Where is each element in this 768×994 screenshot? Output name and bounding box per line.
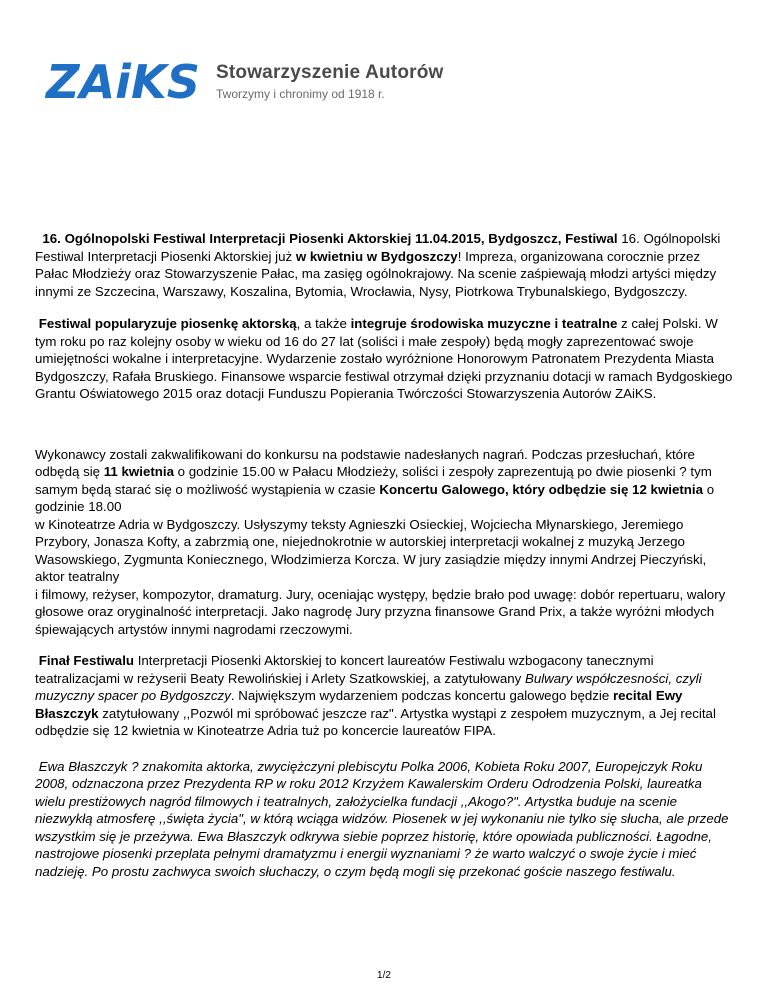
header: [44, 56, 744, 106]
text: w Kinoteatrze Adria w Bydgoszczy. Usłyszymy teksty Agnieszki Osieckiej, Wojciecha Młynarskiego, Jeremiego Przybory, Jonasza Kofty, a zabrzmią one, niejednokrotnie w autorskiej interpretacji wokalnej z muzyką Jerzego Wasowskiego, Zygmunta Koniecznego, Włodzimierza Korcza. W jury zasiądzie między innymi Andrzej Pieczyński, aktor teatralny: [35, 516, 707, 584]
bold-text: Koncertu Galowego, który odbędzie się 12 kwietnia: [379, 481, 704, 497]
brand-subtitle: Tworzymy i chronimy od 1918 r.: [216, 87, 385, 101]
paragraph-finale: [35, 652, 735, 740]
bold-text: w kwietniu w Bydgoszczy: [295, 248, 458, 264]
paragraph-performers: [35, 446, 735, 639]
italic-text: Bulwary współczesności, czyli muzyczny spacer po Bydgoszczy: [35, 670, 702, 703]
text: Wykonawcy zostali zakwalifikowani do konkursu na podstawie nadesłanych nagrań. Podczas przesłuchań, które odbędą się: [35, 446, 695, 479]
bold-text: Finał Festiwalu: [38, 653, 135, 668]
paragraph-festival: [35, 315, 735, 403]
zaiks-logo[interactable]: [44, 56, 204, 104]
text: Interpretacji Piosenki Aktorskiej to koncert laureatów Festiwalu wzbogacony tanecznymi teatralizacjami w reżyserii Beaty Rewolińskiej i Arlety Szatkowskiej, a zatytułowany: [35, 653, 654, 686]
bold-text: Festiwal popularyzuje piosenkę aktorską: [38, 316, 297, 331]
text: o godzinie 18.00: [35, 481, 715, 514]
text: , a także: [296, 316, 351, 331]
text: o godzinie 15.00 w Pałacu Młodzieży, soliści i zespoły zaprezentują po dwie piosenki ? tym samym będą starać się o możliwość wystąpienia w czasie: [35, 464, 712, 497]
logo-text: ZAiKS: [44, 56, 200, 104]
text: i filmowy, reżyser, kompozytor, dramaturg. Jury, oceniając występy, będzie brało pod uwagę: dobór repertuaru, walory głosowe oraz oryginalność interpretacji. Jako nagrodę Jury przyzna finansowe Grand Prix, a także wyróżni młodych śpiewających artystów innymi nagrodami rzeczowymi.: [35, 586, 726, 637]
italic-text: Ewa Błaszczyk ? znakomita aktorka, zwyciężczyni plebiscytu Polka 2006, Kobieta Roku 2007, Europejczyk Roku 2008, odznaczona przez Prezydenta RP w roku 2012 Krzyżem Kawalerskim Orderu Odrodzenia Polski, laureatka wielu prestiżowych nagród filmowych i teatralnych, założycielka fundacji ,,Akogo?". Artystka buduje na scenie niezwykłą atmosferę ,,święta życia", w którą wciąga widzów. Piosenek w jej wykonaniu nie tylko się słucha, ale przede wszystkim się je przeżywa. Ewa Błaszczyk odkrywa siebie poprzez historię, które opowiada publiczności. Łagodne, nastrojowe piosenki przeplata pełnymi dramatyzmu i energii wyznaniami ? że warto walczyć o swoje życie i mieć nadzieję. Po prostu zachwyca swoich słuchaczy, o czym będą mogli się przekonać goście naszego festiwalu.: [35, 758, 729, 879]
text: zatytułowany ,,Pozwól mi spróbować jeszcze raz". Artystka wystąpi z zespołem muzycznym, a Jej recital odbędzie się 12 kwietnia w Kinoteatrze Adria tuż po koncercie laureatów FIPA.: [35, 705, 716, 738]
text: . Największym wydarzeniem podczas koncertu galowego będzie: [230, 688, 613, 703]
page-number: 1/2: [377, 970, 391, 981]
text: 16. Ogólnopolski Festiwal Interpretacji Piosenki Aktorskiej już: [35, 231, 721, 264]
paragraph-intro: [35, 230, 735, 300]
text: ! Impreza, organizowana corocznie przez Pałac Młodzieży oraz Stowarzyszenie Pałac, ma zasięg ogólnokrajowy. Na scenie zaśpiewają młodzi artyści między innymi ze Szczecina, Warszawy, Koszalina, Bytomia, Wrocławia, Nysy, Piotrkowa Trybunalskiego, Bydgoszczy.: [35, 248, 717, 299]
bold-text: recital Ewy Błaszczyk: [35, 688, 683, 721]
bold-text: 11 kwietnia: [103, 464, 174, 479]
brand-title: Stowarzyszenie Autorów: [216, 62, 444, 83]
bold-text: integruje środowiska muzyczne i teatralne: [350, 316, 618, 331]
lead-heading: 16. Ogólnopolski Festiwal Interpretacji Piosenki Aktorskiej 11.04.2015, Bydgoszcz, Festiwal: [42, 231, 618, 246]
paragraph-bio: [35, 758, 735, 881]
text: z całej Polski. W tym roku po raz kolejny osoby w wieku od 16 do 27 lat (soliści i małe zespoły) będą mogły zaprezentować swoje umiejętności wokalne i interpretacyjne. Wydarzenie zostało wyróżnione Honorowym Patronatem Prezydenta Miasta Bydgoszczy, Rafała Bruskiego. Finansowe wsparcie festiwal otrzymał dzięki przyznaniu dotacji w ramach Bydgoskiego Grantu Oświatowego 2015 oraz dotacji Funduszu Popierania Twórczości Stowarzyszenia Autorów ZAiKS.: [35, 316, 733, 401]
article-body: [35, 230, 735, 880]
